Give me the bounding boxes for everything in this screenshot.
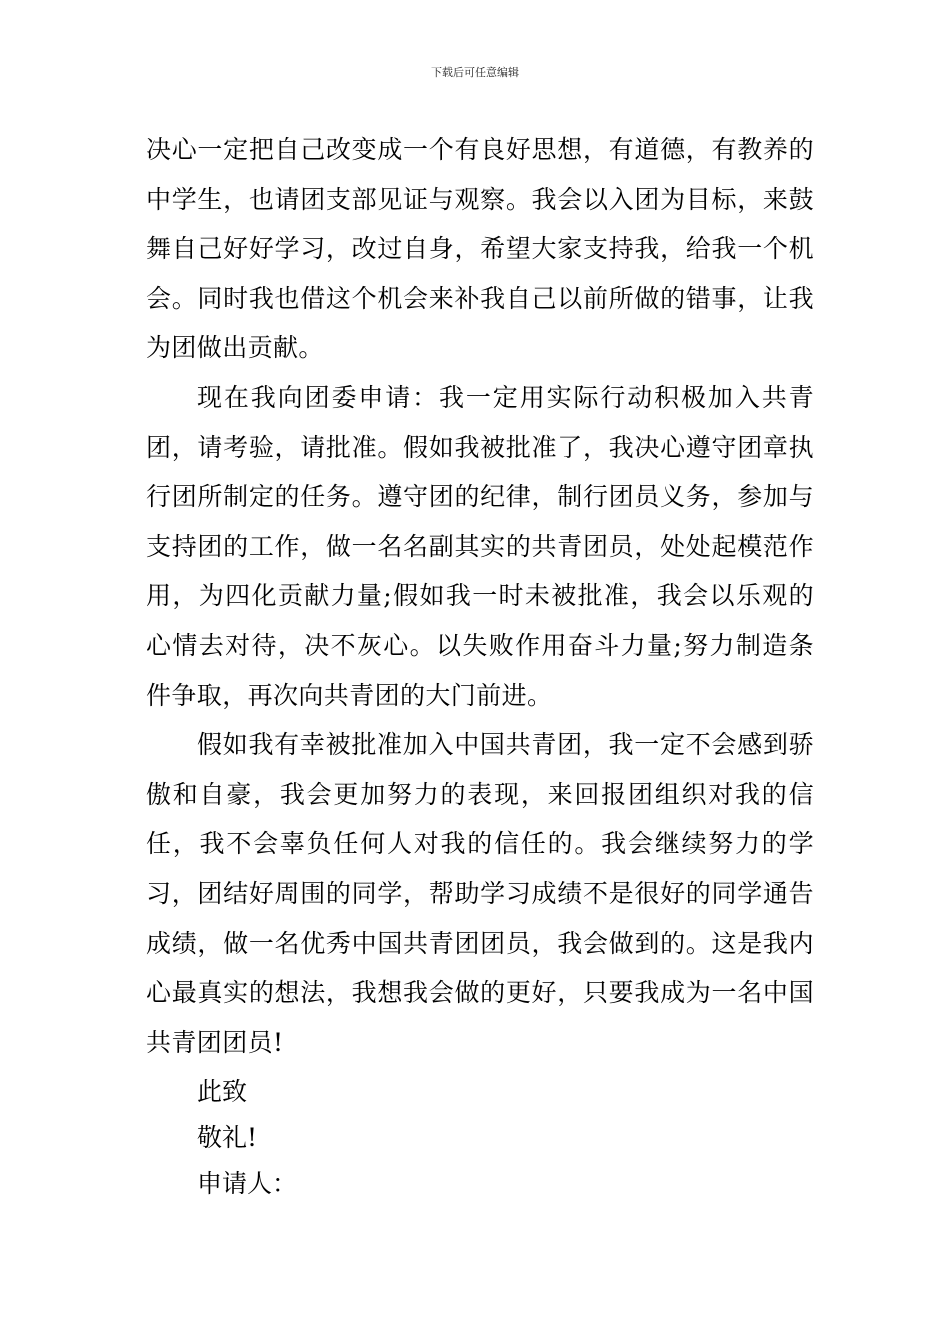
closing-regards: 敬礼! bbox=[197, 1123, 258, 1153]
letter-body bbox=[146, 125, 814, 1207]
paragraph-commitment: 假如我有幸被批准加入中国共青团，我一定不会感到骄傲和自豪，我会更加努力的表现，来回报团组织对我的信任，我不会辜负任何人对我的信任的。我会继续努力的学习，团结好周围的同学，帮助学习成绩不是很好的同学通告成绩，做一名优秀中国共青团团员，我会做到的。这是我内心最真实的想法，我想我会做的更好，只要我成为一名中国共青团团员! bbox=[146, 730, 814, 1057]
applicant-signature-label: 申请人： bbox=[197, 1169, 298, 1199]
closing-salutation: 此致 bbox=[197, 1077, 248, 1107]
paragraph-application: 现在我向团委申请：我一定用实际行动积极加入共青团，请考验，请批准。假如我被批准了，我决心遵守团章执行团所制定的任务。遵守团的纪律，制行团员义务，参加与支持团的工作，做一名名副其实的共青团员，处处起模范作用，为四化贡献力量;假如我一时未被批准，我会以乐观的心情去对待，决不灰心。以失败作用奋斗力量;努力制造条件争取，再次向共青团的大门前进。 bbox=[146, 382, 814, 710]
page-header-note: 下载后可任意编辑 bbox=[431, 66, 519, 79]
paragraph-continuation: 决心一定把自己改变成一个有良好思想，有道德，有教养的中学生，也请团支部见证与观察。我会以入团为目标，来鼓舞自己好好学习，改过自身，希望大家支持我，给我一个机会。同时我也借这个机会来补我自己以前所做的错事，让我为团做出贡献。 bbox=[146, 135, 814, 363]
